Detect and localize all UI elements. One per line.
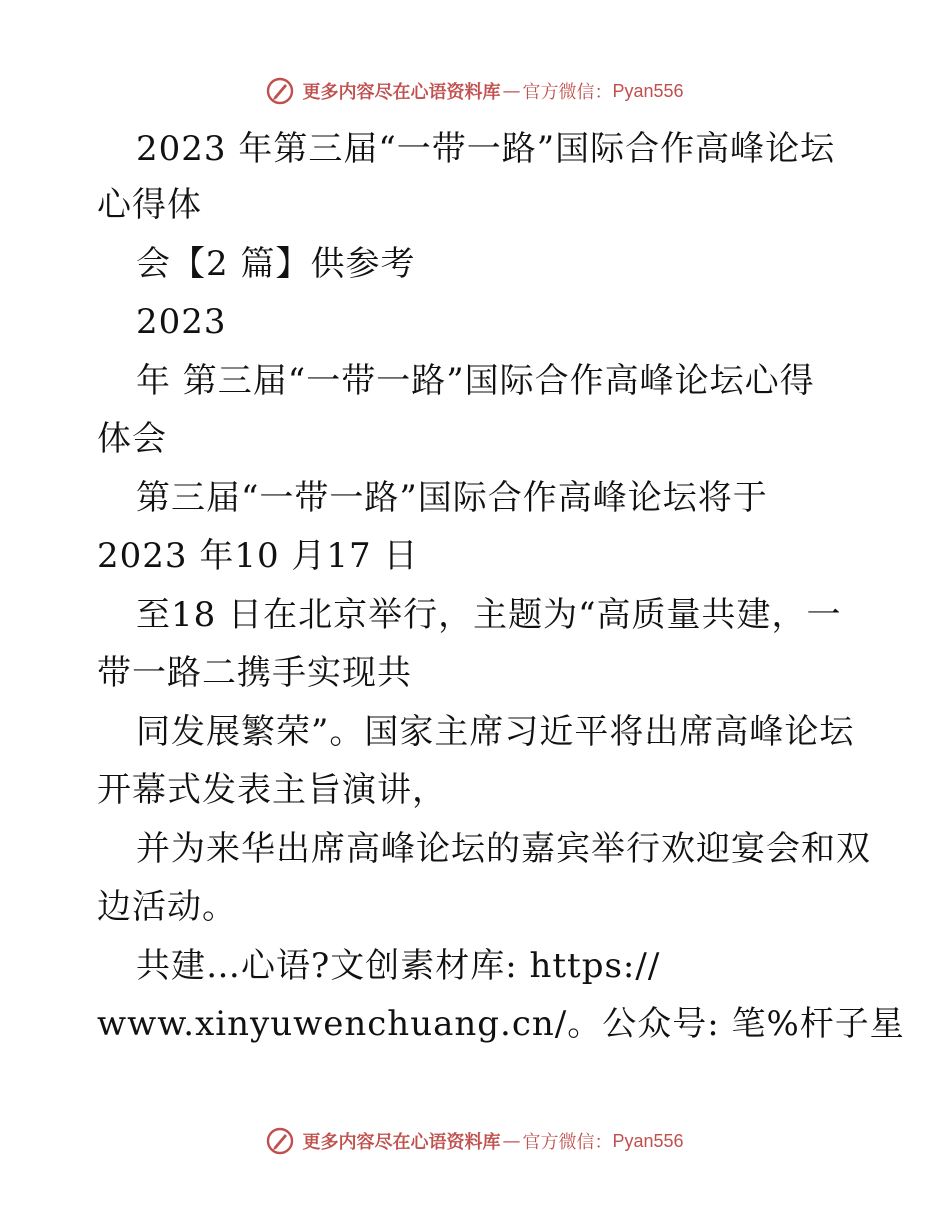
watermark-wechat-label: 官方微信： [522, 1132, 613, 1153]
watermark-separator: — [502, 1130, 521, 1152]
document-line: 2023 年10 月17 日 [97, 536, 419, 576]
watermark-brand: 更多内容尽在心语资料库 [302, 82, 501, 103]
document-line: 开幕式发表主旨演讲， [97, 770, 447, 810]
document-line: www.xinyuwenchuang.cn/。公众号: 笔%杆子星 [97, 1004, 905, 1044]
document-line: 并为来华出席高峰论坛的嘉宾举行欢迎宴会和双 [136, 829, 871, 869]
document-line: 会【2 篇】供参考 [136, 244, 416, 284]
document-line: 边活动。 [97, 887, 237, 927]
quill-seal-icon [266, 1127, 294, 1155]
document-line: 体会 [97, 419, 167, 459]
quill-seal-icon [266, 77, 294, 105]
document-line: 带一路二携手实现共 [97, 653, 412, 693]
document-line: 同发展繁荣”。国家主席习近平将出席高峰论坛 [136, 712, 855, 752]
document-line: 至18 日在北京举行，主题为“高质量共建，一 [136, 595, 842, 635]
document-line: 年 第三届“一带一路”国际合作高峰论坛心得 [136, 361, 815, 401]
header-watermark [0, 74, 950, 108]
watermark-wechat-label: 官方微信： [522, 82, 613, 103]
watermark-separator: — [502, 80, 521, 102]
document-line: 心得体 [97, 185, 202, 225]
document-line: 2023 [136, 302, 227, 342]
watermark-account: Pyan556 [612, 1130, 684, 1151]
watermark-account: Pyan556 [612, 80, 684, 101]
watermark-brand: 更多内容尽在心语资料库 [302, 1132, 501, 1153]
document-line: 共建…心语?文创素材库: https:// [136, 946, 661, 986]
document-line: 第三届“一带一路”国际合作高峰论坛将于 [136, 478, 768, 518]
footer-watermark [0, 1124, 950, 1158]
document-line: 2023 年第三届“一带一路”国际合作高峰论坛 [136, 129, 836, 169]
